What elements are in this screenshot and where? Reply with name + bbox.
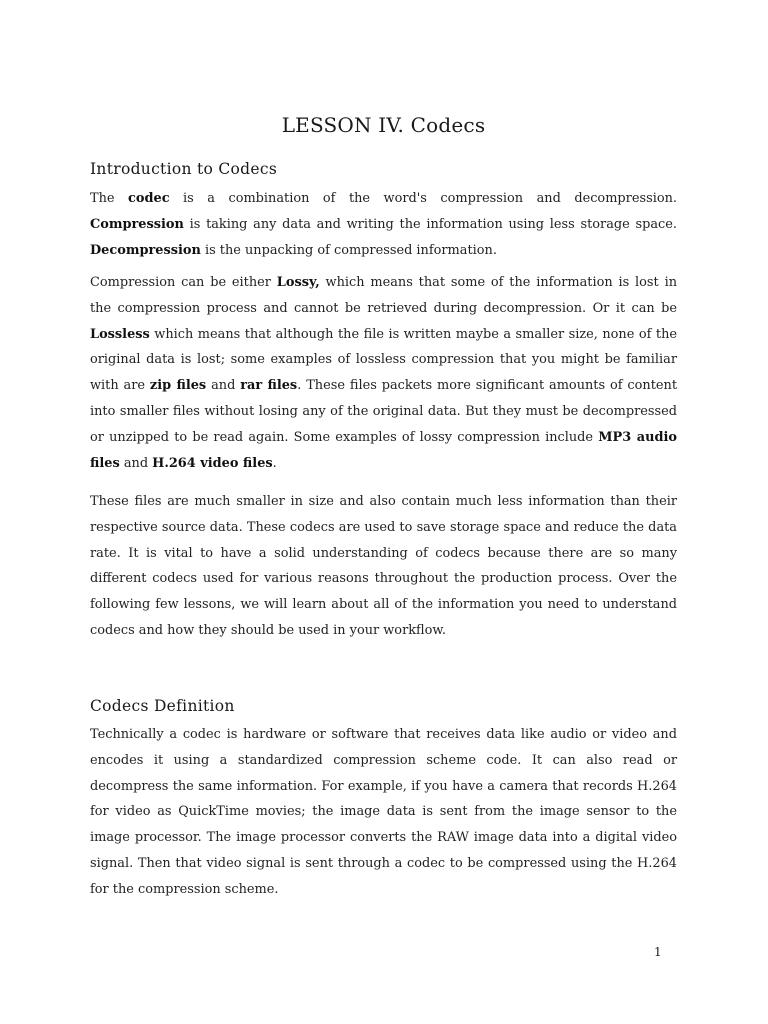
text-run: is the unpacking of compressed information. [200,242,497,258]
section-heading-introduction: Introduction to Codecs [90,160,278,178]
bold-term: zip files [149,378,207,394]
page-number: 1 [654,945,662,959]
paragraph-intro-2 [90,270,677,476]
bold-term: Lossless [90,326,150,342]
text-run: which means that some of the information is lost in the compression process and cannot be retrieved during decompression. Or it can be [90,275,677,316]
bold-term: Lossy, [276,275,320,290]
page-title: LESSON IV. Codecs [281,113,486,137]
text-run: is taking any data and writing the information using less storage space. [183,216,677,232]
bold-term: Decompression [90,242,201,258]
bold-term: MP3 audio files [90,429,677,471]
paragraph-intro-3 [90,489,677,644]
text-run: Technically a codec is hardware or software that receives data like audio or video and encodes it using a standardized compression scheme code. It can also read or decompress the same information. For example, if you have a camera that records H.264 for video as QuickTime movies; the image data is sent from the image sensor to the image processor. The image processor converts the RAW image data into a digital video signal. Then that video signal is sent through a codec to be compressed using the H.264 for the compression scheme. [90,727,677,897]
bold-term: rar files [240,378,298,394]
text-run: . [272,455,277,471]
bold-term: Compression [90,216,184,232]
text-run: and [119,455,153,471]
bold-term: H.264 video files [152,455,273,471]
text-run: Compression can be either [90,275,277,290]
bold-term: codec [128,191,170,206]
paragraph-intro-1 [90,186,677,263]
paragraph-definition-1 [90,722,677,903]
text-run: is a combination of the word's compression and decompression. [169,191,677,206]
text-run: . These files packets more significant amounts of content into smaller files without losing any of the original data. But they must be decompressed or unzipped to be read again. Some examples of lossy compression include [90,378,678,445]
text-run: which means that although the file is written maybe a smaller size, none of the original data is lost; some examples of lossless compression that you might be familiar with are [90,326,677,394]
text-run: These files are much smaller in size and also contain much less information than their respective source data. These codecs are used to save storage space and reduce the data rate. It is vital to have a solid understanding of codecs because there are so many different codecs used for various reasons throughout the production process. Over the following few lessons, we will learn about all of the information you need to understand codecs and how they should be used in your workflow. [90,494,677,638]
section-heading-definition: Codecs Definition [90,697,235,715]
text-run: and [206,378,241,394]
text-run: The [90,191,129,206]
